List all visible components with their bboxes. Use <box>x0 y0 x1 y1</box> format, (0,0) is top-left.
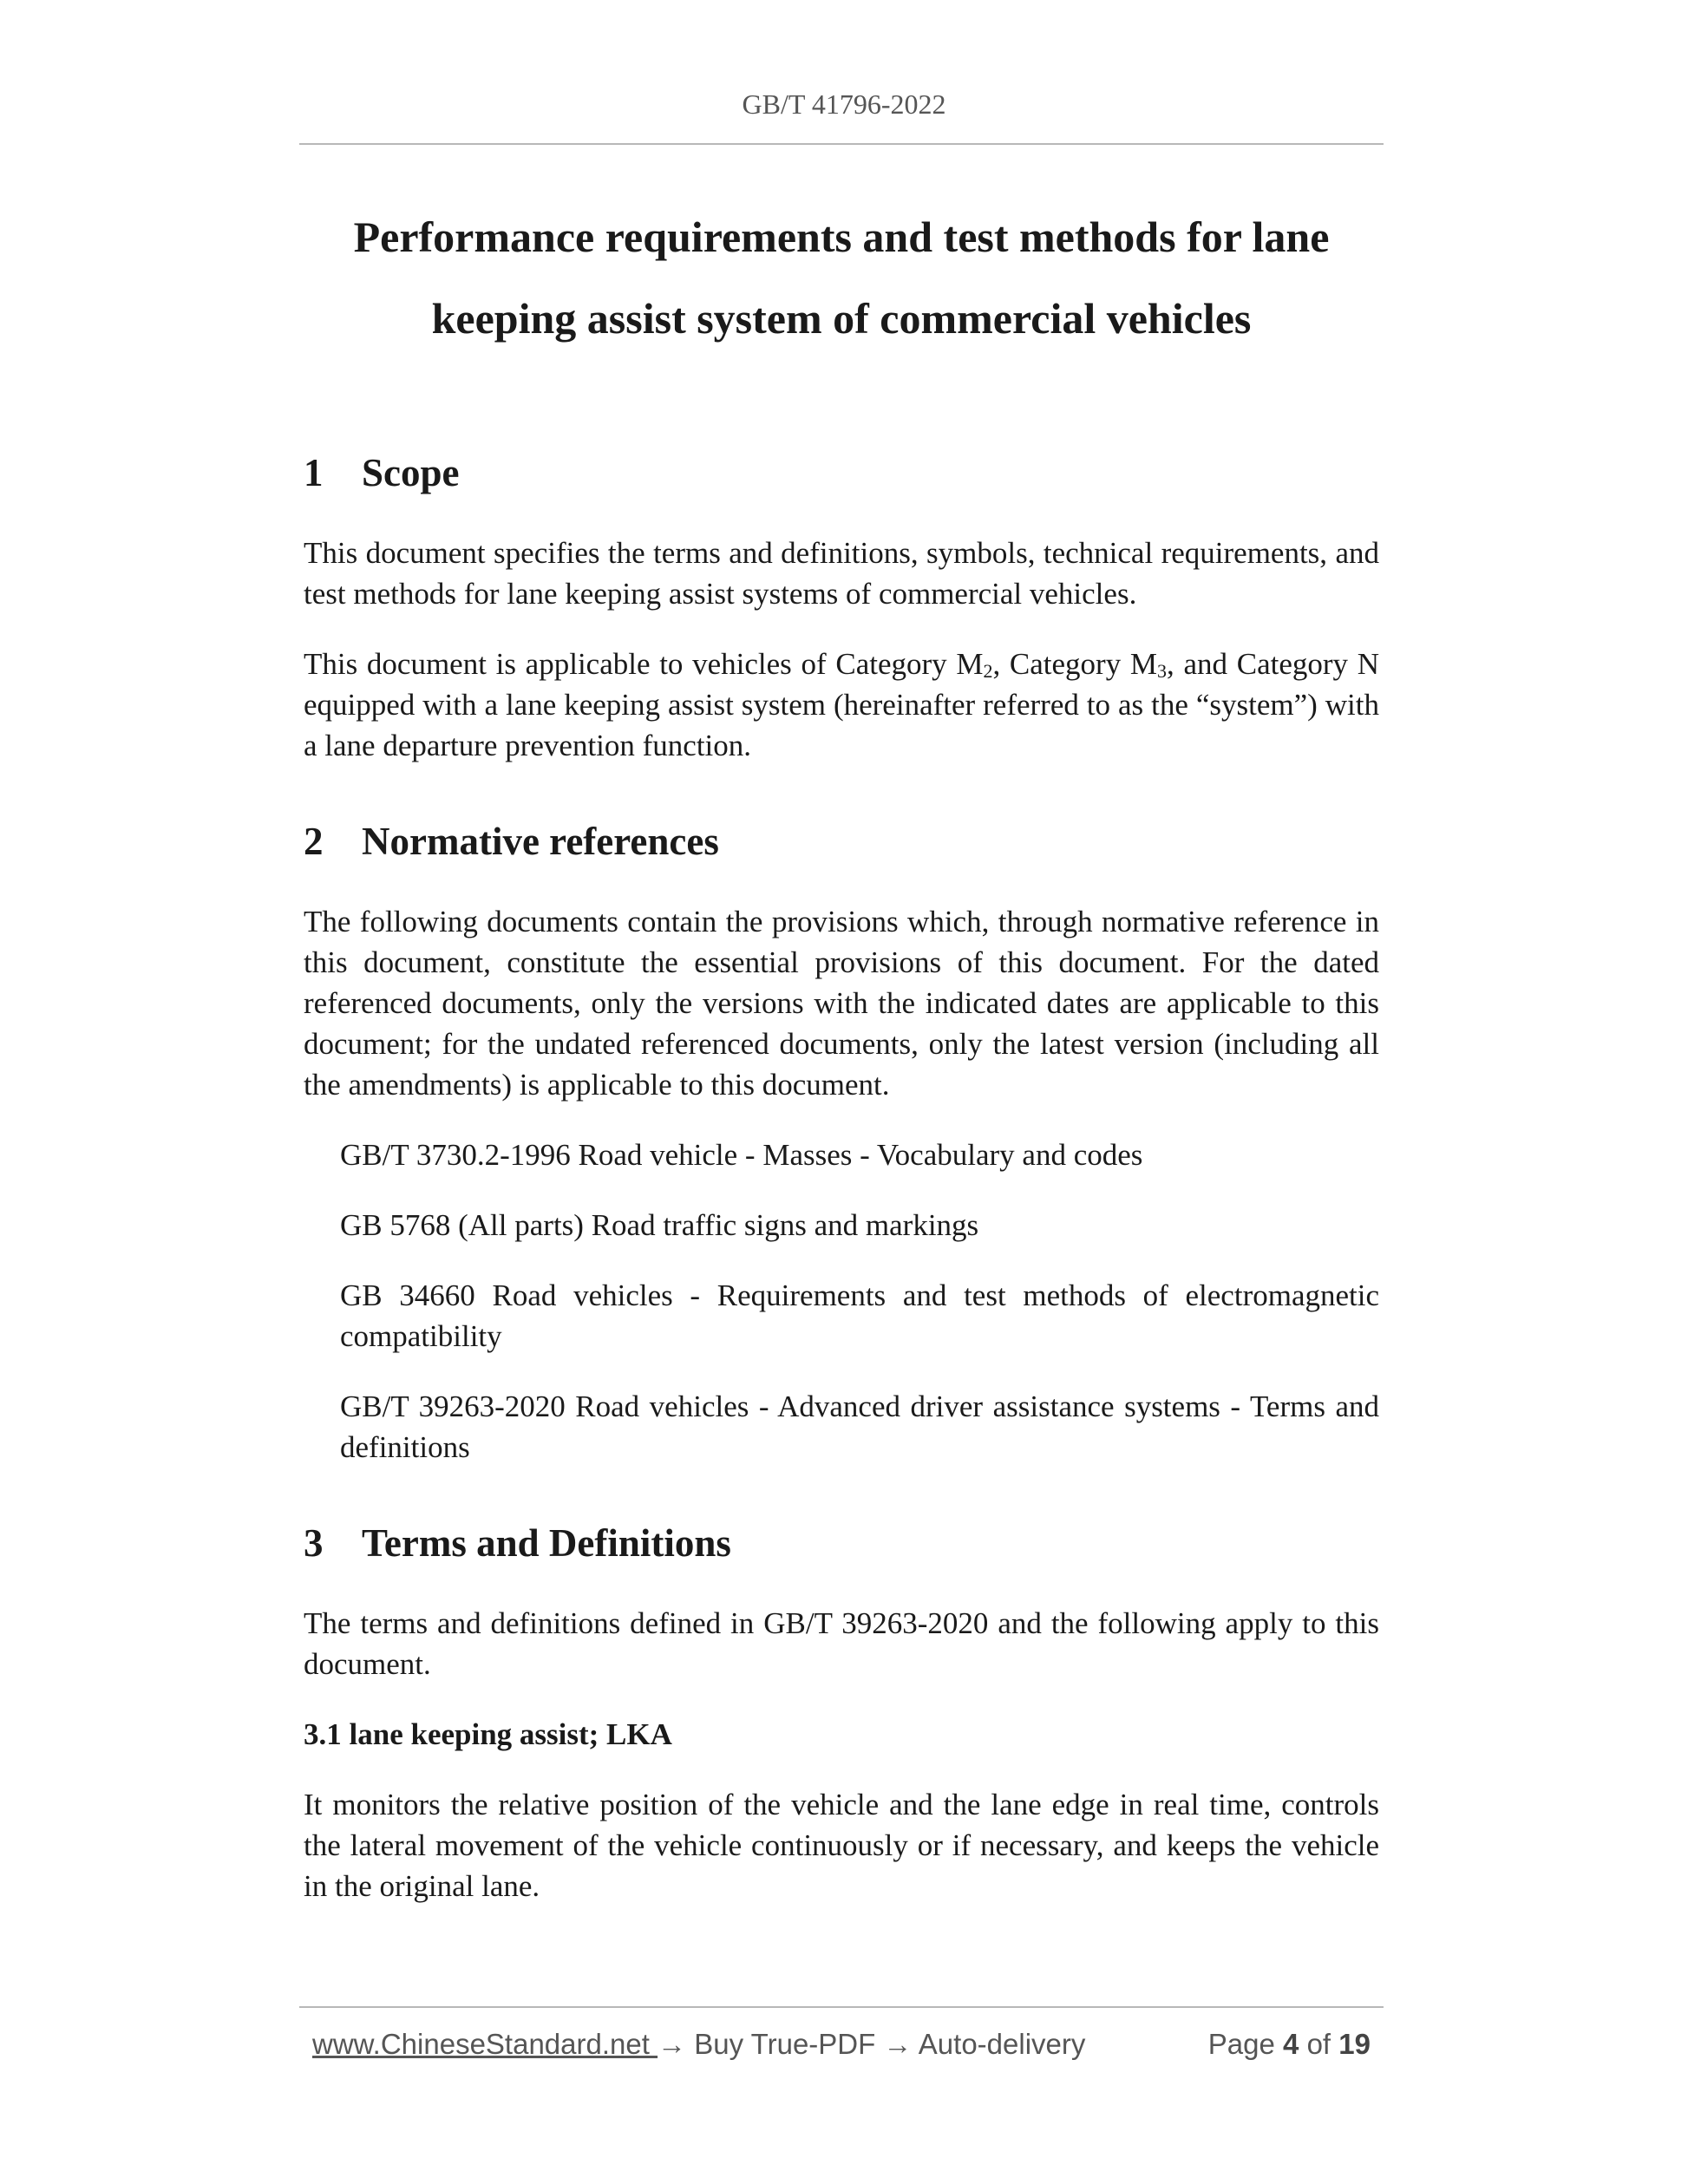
term-heading-lka: 3.1 lane keeping assist; LKA <box>304 1717 672 1751</box>
reference-item: GB 5768 (All parts) Road traffic signs and markings <box>340 1208 979 1242</box>
section-heading-normative-references <box>304 811 1379 872</box>
header-divider <box>299 143 1384 145</box>
scope-paragraph-2-text: This document is applicable to vehicles of Category M <box>304 647 984 681</box>
section-number: 1 <box>304 451 324 494</box>
page-footer <box>312 2028 1371 2071</box>
reference-item: GB 34660 Road vehicles - Requirements and test methods of electromagnetic compatibility <box>340 1278 1379 1353</box>
subscript: 3 <box>1157 660 1168 682</box>
section-title: Terms and Definitions <box>362 1521 731 1565</box>
scope-paragraph-1: This document specifies the terms and definitions, symbols, technical requirements, and test methods for lane keeping assist systems of commercial vehicles. <box>304 536 1379 611</box>
document-title-line-1: Performance requirements and test methods for lane <box>353 213 1330 261</box>
page-header-doc-code: GB/T 41796-2022 <box>742 88 946 120</box>
document-title <box>299 196 1384 359</box>
reference-item: GB/T 3730.2-1996 Road vehicle - Masses - Vocabulary and codes <box>340 1138 1143 1172</box>
section-number: 3 <box>304 1521 324 1565</box>
scope-paragraph-2-text: , Category M <box>992 647 1158 681</box>
terms-paragraph-1: The terms and definitions defined in GB/T 39263-2020 and the following apply to this document. <box>304 1606 1379 1681</box>
page-total: 19 <box>1338 2028 1371 2060</box>
footer-promo-text: → Buy True-PDF → Auto-delivery <box>658 2028 1086 2060</box>
footer-promo <box>312 2028 1085 2061</box>
scope-paragraph-2 <box>304 644 1379 766</box>
footer-divider <box>299 2006 1384 2008</box>
document-body <box>304 442 1379 1906</box>
reference-item: GB/T 39263-2020 Road vehicles - Advanced driver assistance systems - Terms and definitions <box>340 1390 1379 1464</box>
page-current: 4 <box>1283 2028 1299 2060</box>
page-label: Page <box>1207 2028 1275 2060</box>
section-number: 2 <box>304 820 324 863</box>
page-indicator <box>1208 2028 1371 2061</box>
section-title: Scope <box>362 451 460 494</box>
scope-paragraph-2-text: , and Category N equipped with a lane keeping assist system (hereinafter referred to as the “system”) with a lane departure prevention function. <box>304 647 1379 762</box>
term-definition-lka: It monitors the relative position of the vehicle and the lane edge in real time, controls the lateral movement of the vehicle continuously or if necessary, and keeps the vehicle in the original lane. <box>304 1788 1379 1903</box>
section-heading-scope <box>304 442 1379 503</box>
page-of: of <box>1306 2028 1331 2060</box>
section-title: Normative references <box>362 820 719 863</box>
chinesestandard-link[interactable]: www.ChineseStandard.net <box>312 2028 658 2060</box>
section-heading-terms-and-definitions <box>304 1513 1379 1573</box>
document-title-line-2: keeping assist system of commercial vehicles <box>431 294 1252 343</box>
subscript: 2 <box>983 660 993 682</box>
normative-paragraph-1: The following documents contain the provisions which, through normative reference in this document, constitute the essential provisions of this document. For the dated referenced documents, only the versions with the indicated dates are applicable to this document; for the undated referenced documents, only the latest version (including all the amendments) is applicable to this document. <box>304 905 1379 1102</box>
